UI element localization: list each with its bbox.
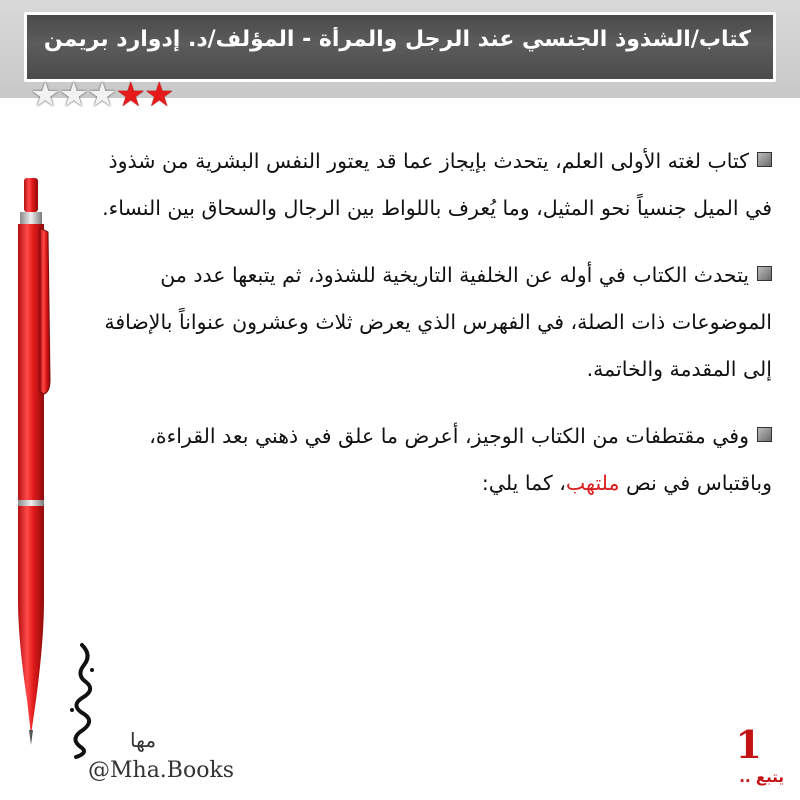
header-banner [0,0,800,115]
paragraph-text-end: ، كما يلي: [481,471,566,495]
star-icon: ★ [86,75,118,115]
paragraph-1 [100,138,772,232]
paragraph-text: يتحدث الكتاب في أوله عن الخلفية التاريخية للشذوذ، ثم يتبعها عدد من الموضوعات ذات الصلة، في الفهرس الذي يعرض ثلاث وعشرون عنواناً بالإضافة إلى المقدمة والخاتمة. [104,263,772,381]
page-title: كتاب/الشذوذ الجنسي عند الرجل والمرأة - المؤلف/د. إدوارد بريمن [43,27,751,52]
page-number: 1 [735,722,762,767]
paragraph-text: وفي مقتطفات من الكتاب الوجيز، أعرض ما علق في ذهني بعد القراءة، وباقتباس في نص [149,424,772,495]
title-bar [24,12,776,82]
highlighted-word: ملتهب [565,471,620,495]
paragraph-text: كتاب لغته الأولى العلم، يتحدث بإيجاز عما قد يعتور النفس البشرية من شذوذ في الميل جنسياً نحو المثيل، وما يُعرف باللواط بين الرجال والسحاق بين النساء. [102,149,772,220]
rating-stars [30,75,175,115]
star-icon: ★ [143,75,175,115]
square-bullet-icon [757,427,772,442]
continued-label: يتبع .. [739,768,784,786]
square-bullet-icon [757,266,772,281]
star-icon: ★ [115,75,146,115]
square-bullet-icon [757,152,772,167]
paragraph-2 [100,252,772,393]
star-icon: ★ [58,75,89,115]
paragraph-3 [100,413,772,507]
brand-handle: @Mha.Books [88,758,235,783]
star-icon: ★ [30,75,61,115]
author-name: مها [130,728,157,752]
article-body [100,138,772,527]
signature-icon [62,640,102,760]
